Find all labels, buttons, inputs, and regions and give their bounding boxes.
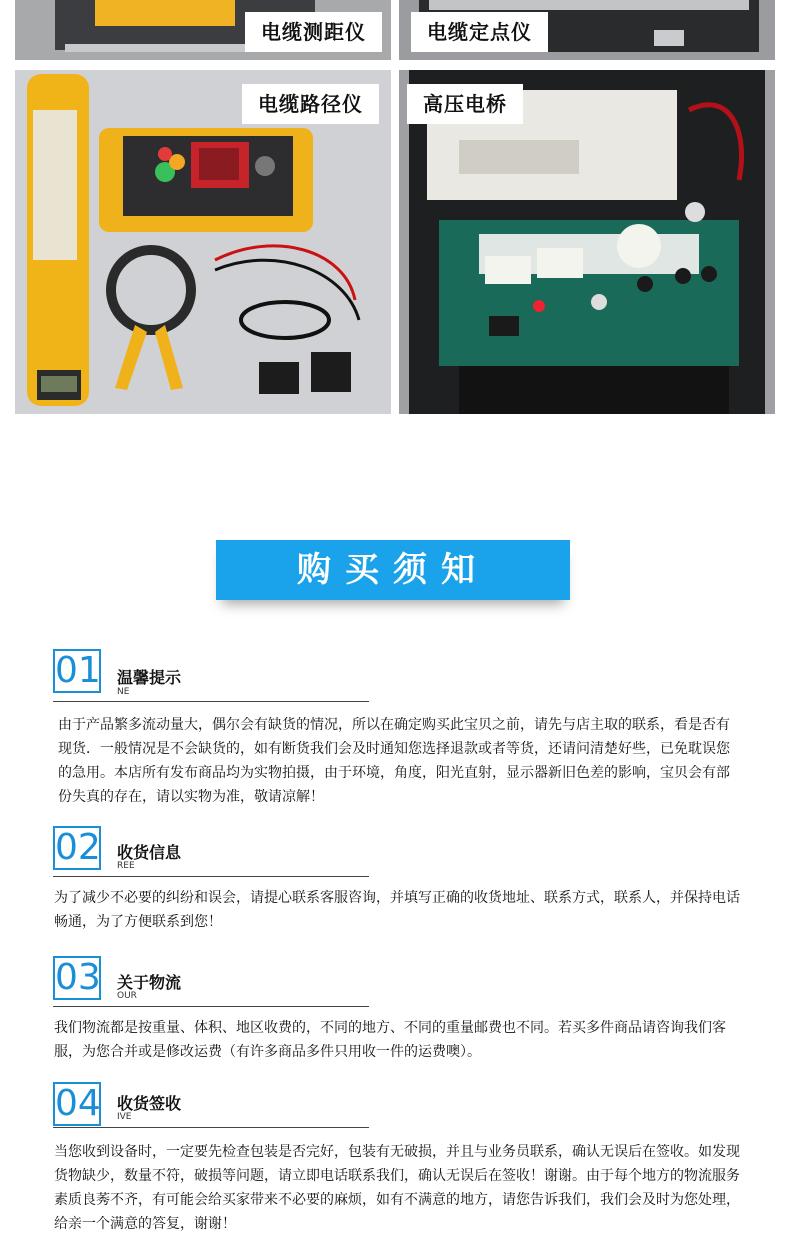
section-subtitle: NE: [117, 687, 130, 697]
section-title: 关于物流: [117, 973, 182, 992]
photo-label: 电缆路径仪: [242, 84, 379, 124]
purchase-notice-banner: 购买须知: [216, 540, 570, 600]
section-body: 为了减少不必要的纠纷和误会，请提心联系客服咨询，并填写正确的收货地址、联系方式，联系人，并保持电话畅通，为了方便联系到您！: [54, 890, 740, 930]
photo-high-voltage-bridge: [399, 70, 775, 414]
photo-label: 电缆测距仪: [245, 12, 382, 52]
section-number: 04: [55, 1083, 101, 1124]
section-divider: [53, 1006, 369, 1007]
section-number: 02: [55, 827, 101, 868]
section-title: 温馨提示: [117, 668, 182, 687]
section-divider: [53, 876, 369, 877]
photo-cable-route-tracer: [15, 70, 391, 414]
section-number: 01: [55, 650, 101, 691]
photo-cable-distance-meter: [15, 0, 391, 60]
section-title: 收货信息: [117, 843, 182, 862]
section-title: 收货签收: [117, 1094, 182, 1113]
section-body: 由于产品繁多流动量大，偶尔会有缺货的情况，所以在确定购买此宝贝之前，请先与店主取的联系，看是否有现货．一般情况是不会缺货的，如有断货我们会及时通知您选择退款或者等货，还请问清楚好些，已免耽误您的急用。本店所有发布商品均为实物拍摄，由于环境，角度，阳光直射，显示器新旧色差的影响，宝贝会有部份失真的存在，请以实物为准，敬请凉解！: [58, 717, 730, 805]
section-subtitle: IVE: [117, 1112, 132, 1122]
section-subtitle: OUR: [117, 991, 137, 1001]
section-divider: [53, 701, 369, 702]
section-body: 我们物流都是按重量、体积、地区收费的，不同的地方、不同的重量邮费也不同。若买多件商品请咨询我们客服，为您合并或是修改运费（有许多商品多件只用收一件的运费噢）。: [54, 1020, 726, 1060]
section-subtitle: REE: [117, 861, 135, 871]
photo-label: 高压电桥: [407, 84, 523, 124]
section-divider: [53, 1127, 369, 1128]
section-body: 当您收到设备时，一定要先检查包装是否完好，包装有无破损，并且与业务员联系，确认无误后在签收。如发现货物缺少，数量不符，破损等问题，请立即电话联系我们，确认无误后在签收！谢谢。由于每个地方的物流服务素质良莠不齐，有可能会给买家带来不必要的麻烦，如有不满意的地方，请您告诉我们，我们会及时为您处理，给亲一个满意的答复，谢谢！: [54, 1144, 740, 1232]
photo-cable-pinpointer: [399, 0, 775, 60]
section-number: 03: [55, 957, 101, 998]
photo-label: 电缆定点仪: [411, 12, 548, 52]
